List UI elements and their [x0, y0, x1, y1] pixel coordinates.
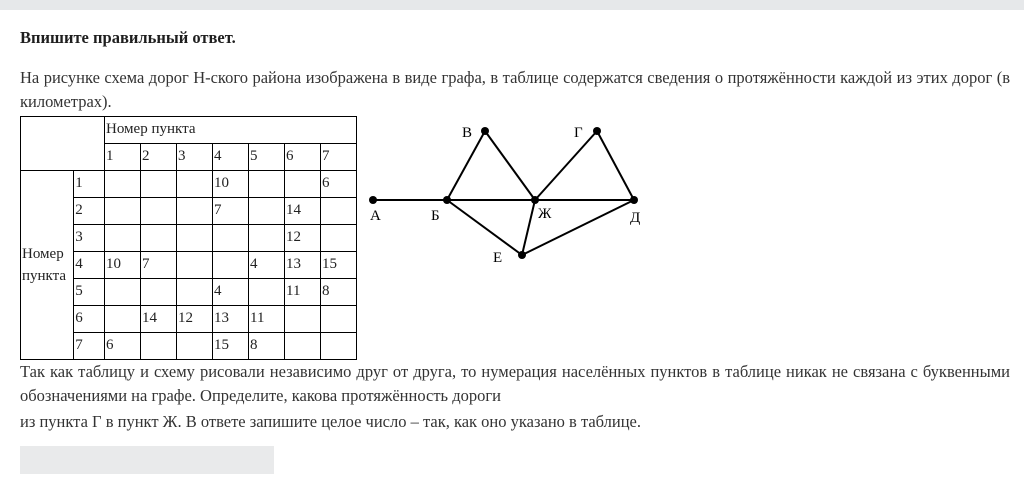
table-cell — [141, 171, 177, 198]
table-cell: 13 — [213, 306, 249, 333]
table-cell — [285, 306, 321, 333]
table-cell — [105, 171, 141, 198]
graph-node — [630, 196, 638, 204]
table-cell: 8 — [249, 333, 285, 360]
table-cell — [321, 306, 357, 333]
table-cell — [177, 171, 213, 198]
table-cell — [105, 306, 141, 333]
table-cell — [177, 279, 213, 306]
table-cell: 10 — [213, 171, 249, 198]
graph-node — [531, 196, 539, 204]
column-number: 2 — [141, 144, 177, 171]
table-cell — [177, 198, 213, 225]
column-number: 3 — [177, 144, 213, 171]
table-cell: 15 — [213, 333, 249, 360]
row-number: 1 — [74, 171, 105, 198]
table-cell — [105, 198, 141, 225]
graph-edge — [447, 131, 485, 200]
column-number: 6 — [285, 144, 321, 171]
graph-node-label: Е — [493, 250, 503, 266]
top-bar — [0, 0, 1024, 10]
column-number: 7 — [321, 144, 357, 171]
table-cell: 8 — [321, 279, 357, 306]
table-cell — [177, 225, 213, 252]
table-cell — [321, 198, 357, 225]
table-cell — [105, 225, 141, 252]
row-number: 4 — [74, 252, 105, 279]
table-row — [21, 171, 357, 198]
row-header-label — [21, 171, 74, 360]
row-number: 6 — [74, 306, 105, 333]
table-cell: 12 — [177, 306, 213, 333]
table-cell — [285, 171, 321, 198]
row-number: 2 — [74, 198, 105, 225]
column-number: 1 — [105, 144, 141, 171]
row-number: 3 — [74, 225, 105, 252]
table-cell — [249, 279, 285, 306]
graph-node — [481, 127, 489, 135]
table-cell — [321, 225, 357, 252]
table-cell — [321, 333, 357, 360]
table-cell — [177, 333, 213, 360]
table-cell: 13 — [285, 252, 321, 279]
graph-node — [518, 251, 526, 259]
table-cell: 4 — [213, 279, 249, 306]
row-number: 7 — [74, 333, 105, 360]
table-cell — [141, 198, 177, 225]
graph-node-label: В — [462, 125, 473, 141]
table-column-header: Номер пункта — [105, 117, 357, 144]
graph-node-label: А — [370, 208, 381, 224]
graph-node-label: Б — [431, 208, 440, 224]
task-outro: Так как таблицу и схему рисовали независимо друг от друга, то нумерация населённых пунктов в таблице никак не связана с буквенными обозначениями на графе. Определите, какова протяжённость дороги — [20, 362, 1010, 405]
graph-node-label: Ж — [538, 206, 552, 222]
graph-node — [443, 196, 451, 204]
graph-edge — [485, 131, 535, 200]
table-cell: 12 — [285, 225, 321, 252]
table-cell — [105, 279, 141, 306]
table-cell: 7 — [141, 252, 177, 279]
table-cell: 7 — [213, 198, 249, 225]
table-cell — [213, 225, 249, 252]
graph-node — [593, 127, 601, 135]
table-cell: 11 — [249, 306, 285, 333]
row-number: 5 — [74, 279, 105, 306]
column-number: 5 — [249, 144, 285, 171]
row-header-label-line-2: пункта — [22, 268, 67, 284]
table-cell — [177, 252, 213, 279]
table-cell — [141, 333, 177, 360]
graph-node-label: Д — [630, 210, 641, 226]
table-cell — [213, 252, 249, 279]
graph-node-label: Г — [574, 125, 583, 141]
table-corner — [21, 117, 105, 171]
table-cell — [249, 171, 285, 198]
answer-field[interactable] — [20, 446, 274, 474]
task-intro: На рисунке схема дорог Н-ского района изображена в виде графа, в таблице содержатся сведения о протяжённости каждой из этих дорог (в километрах). — [20, 68, 1010, 111]
table-cell: 10 — [105, 252, 141, 279]
table-cell — [249, 225, 285, 252]
table-cell: 14 — [285, 198, 321, 225]
table-cell: 6 — [321, 171, 357, 198]
table-cell: 15 — [321, 252, 357, 279]
table-cell: 14 — [141, 306, 177, 333]
graph-edge — [447, 200, 522, 255]
graph-edge — [522, 200, 535, 255]
table-cell — [285, 333, 321, 360]
table-cell — [249, 198, 285, 225]
task-question: из пункта Г в пункт Ж. В ответе запишите целое число – так, как оно указано в таблице. — [20, 412, 642, 431]
table-cell: 6 — [105, 333, 141, 360]
graph-edge — [535, 131, 597, 200]
table-cell: 11 — [285, 279, 321, 306]
row-header-label-line-1: Номер — [22, 246, 64, 262]
table-cell — [141, 279, 177, 306]
task-heading: Впишите правильный ответ. — [20, 28, 236, 47]
graph-edge — [597, 131, 634, 200]
distance-table — [20, 116, 357, 360]
column-number: 4 — [213, 144, 249, 171]
road-graph — [360, 118, 660, 278]
table-cell — [141, 225, 177, 252]
graph-node — [369, 196, 377, 204]
table-cell: 4 — [249, 252, 285, 279]
